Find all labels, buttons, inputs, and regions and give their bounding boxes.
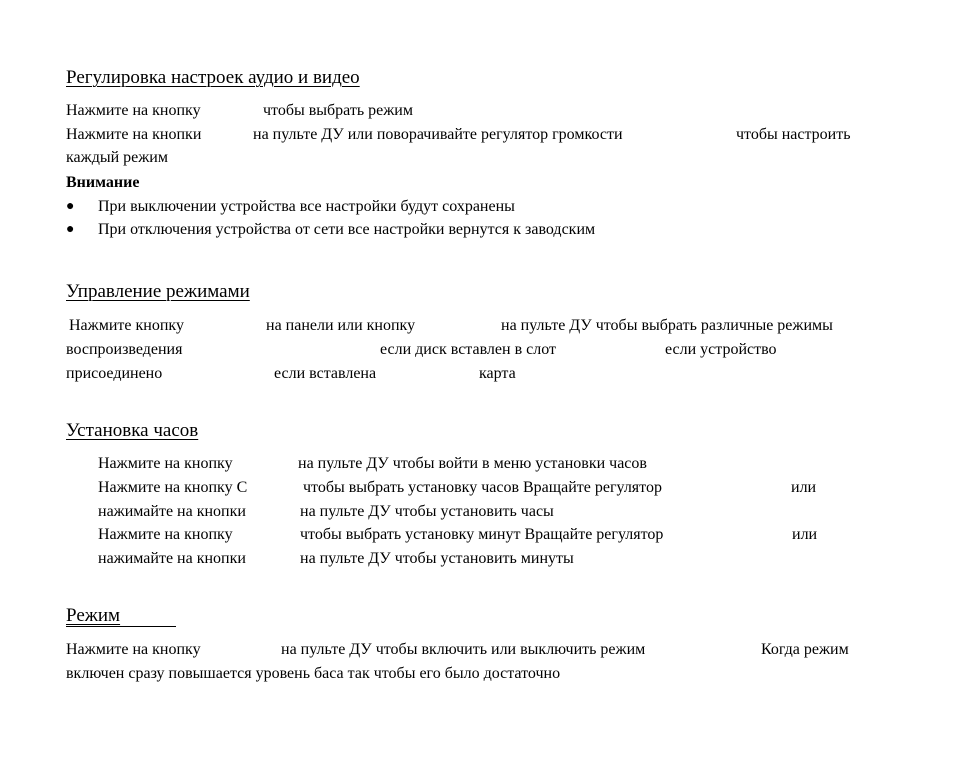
mode-line1-b: на пульте ДУ чтобы включить или выключить режим xyxy=(281,641,646,658)
clock-line4-c: или xyxy=(792,526,818,543)
audio-video-line3: каждый режим xyxy=(66,149,168,166)
bullet-marker: ● xyxy=(66,199,75,214)
bullet-marker: ● xyxy=(66,222,75,237)
audio-video-line2-a: Нажмите на кнопки xyxy=(66,126,202,143)
modes-line2-a: воспроизведения xyxy=(66,341,183,358)
modes-line3-c: карта xyxy=(479,365,516,382)
clock-line1-b: на пульте ДУ чтобы войти в меню установки часов xyxy=(298,455,647,472)
clock-line1-a: Нажмите на кнопку xyxy=(98,455,233,472)
clock-line5-b: на пульте ДУ чтобы установить минуты xyxy=(300,550,574,567)
section-heading-clock: Установка часов xyxy=(66,420,199,441)
audio-video-line2-b: на пульте ДУ или поворачивайте регулятор громкости xyxy=(253,126,623,143)
audio-video-line1-b: чтобы выбрать режим xyxy=(263,102,413,119)
modes-line1-b: на панели или кнопку xyxy=(266,317,416,334)
mode-line1-a: Нажмите на кнопку xyxy=(66,641,201,658)
clock-line4-a: Нажмите на кнопку xyxy=(98,526,233,543)
clock-line5-a: нажимайте на кнопки xyxy=(98,550,246,567)
modes-line1-a: Нажмите кнопку xyxy=(69,317,184,334)
clock-line2-a: Нажмите на кнопку С xyxy=(98,479,248,496)
warning-bullet-1: При выключении устройства все настройки будут сохранены xyxy=(98,198,515,215)
modes-line3-a: присоединено xyxy=(66,365,163,382)
section-heading-modes: Управление режимами xyxy=(66,281,250,302)
mode-line2: включен сразу повышается уровень баса так чтобы его было достаточно xyxy=(66,665,561,682)
clock-line4-b: чтобы выбрать установку минут Вращайте регулятор xyxy=(300,526,664,543)
heading-underline xyxy=(66,626,176,627)
warning-label: Внимание xyxy=(66,174,140,191)
audio-video-line1-a: Нажмите на кнопку xyxy=(66,102,201,119)
modes-line1-c: на пульте ДУ чтобы выбрать различные режимы xyxy=(501,317,833,334)
section-heading-mode: Режим xyxy=(66,605,121,626)
clock-line3-b: на пульте ДУ чтобы установить часы xyxy=(300,503,554,520)
clock-line2-c: или xyxy=(791,479,817,496)
modes-line2-c: если устройство xyxy=(665,341,777,358)
modes-line3-b: если вставлена xyxy=(274,365,377,382)
modes-line2-b: если диск вставлен в слот xyxy=(380,341,556,358)
section-heading-audio-video: Регулировка настроек аудио и видео xyxy=(66,67,360,88)
mode-line1-c: Когда режим xyxy=(761,641,849,658)
warning-bullet-2: При отключения устройства от сети все настройки вернутся к заводским xyxy=(98,221,596,238)
clock-line3-a: нажимайте на кнопки xyxy=(98,503,246,520)
clock-line2-b: чтобы выбрать установку часов Вращайте регулятор xyxy=(303,479,662,496)
audio-video-line2-c: чтобы настроить xyxy=(736,126,851,143)
